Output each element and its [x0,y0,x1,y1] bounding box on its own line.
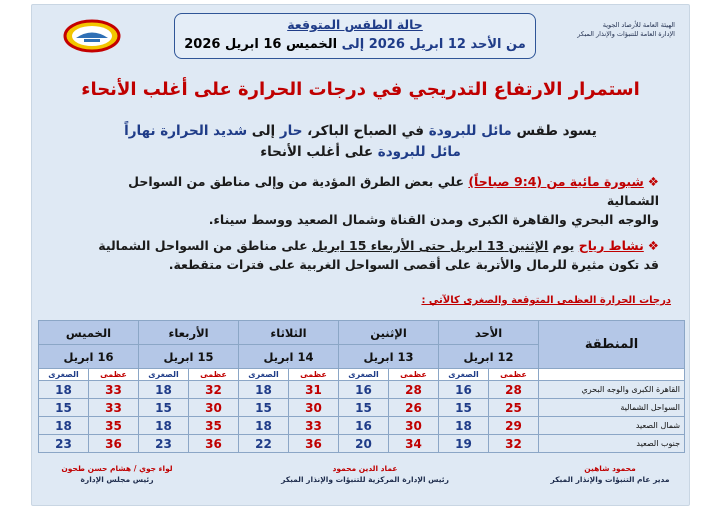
header-dates [175,37,535,52]
max-temp-cell: 29 [489,417,539,435]
signatory-name: لواء جوي / هشام حسن طحون [61,464,173,473]
summary-text: نهاراً [124,123,161,139]
min-temp-cell: 23 [139,435,189,453]
max-temp-cell: 25 [489,399,539,417]
day-date: 16 ابريل [39,345,139,369]
region-header: المنطقة [539,321,685,369]
bullet-marker-icon: ❖ [647,238,659,253]
day-date: 12 ابريل [439,345,539,369]
max-temp-cell: 28 [389,381,439,399]
summary-line-2 [72,142,649,163]
summary-line-1 [72,121,649,142]
min-temp-cell: 20 [339,435,389,453]
table-header-row [39,321,685,345]
signatory-name: عماد الدين محمود [332,464,398,473]
date-separator: إلى [341,37,365,52]
min-temp-cell: 16 [339,417,389,435]
org-line-2: الإدارة العامة للتنبؤات والإنذار المبكر [577,30,675,38]
min-label: الصغرى [39,369,89,381]
min-temp-cell: 18 [139,381,189,399]
signatory-name: محمود شاهين [584,464,636,473]
min-temp-cell: 18 [39,381,89,399]
bullet-label: شبورة مائية من (9:4 صباحاً) [468,174,644,189]
signature-2 [270,463,460,485]
table-row [39,417,685,435]
table-row [39,381,685,399]
summary-text: على أغلب الأنحاء [260,144,378,160]
region-name: السواحل الشمالية [539,399,685,417]
min-temp-cell: 19 [439,435,489,453]
min-temp-cell: 18 [139,417,189,435]
max-temp-cell: 30 [289,399,339,417]
day-date: 13 ابريل [339,345,439,369]
bullet-marker-icon: ❖ [647,174,659,189]
summary-text: في الصباح الباكر، [302,123,429,139]
day-date: 14 ابريل [239,345,339,369]
min-temp-cell: 16 [439,381,489,399]
org-name [525,21,675,39]
bullet-text: على مناطق من السواحل الشمالية [98,238,313,253]
day-name: الأحد [439,321,539,345]
max-temp-cell: 33 [289,417,339,435]
min-temp-cell: 23 [39,435,89,453]
region-name: جنوب الصعيد [539,435,685,453]
bullet-text: علي بعض الطرق المؤدية من وإلى مناطق من السواحل الشمالية [128,174,659,208]
table-subheader-row [39,369,685,381]
min-label: الصغرى [439,369,489,381]
signatory-title: مدير عام التنبؤات والإنذار المبكر [550,475,670,484]
max-temp-cell: 28 [489,381,539,399]
authority-logo [62,19,122,53]
max-temp-cell: 36 [189,435,239,453]
max-temp-cell: 32 [489,435,539,453]
region-name: شمال الصعيد [539,417,685,435]
max-temp-cell: 32 [189,381,239,399]
weather-summary [72,121,649,163]
summary-text: مائل للبرودة [377,144,461,160]
day-name: الخميس [39,321,139,345]
bullet-fog [79,172,659,229]
min-temp-cell: 16 [339,381,389,399]
signatory-title: رئيس الإدارة المركزية للتنبؤات والإنذار المبكر [281,475,449,484]
header-title: حالة الطقس المتوقعة [287,17,423,32]
bullet-label: نشاط رياح [578,238,644,253]
summary-text: مائل للبرودة [428,123,512,139]
region-name: القاهرة الكبرى والوجه البحري [539,381,685,399]
max-temp-cell: 35 [189,417,239,435]
max-temp-cell: 31 [289,381,339,399]
max-label: عظمى [89,369,139,381]
bullet-text: يوم [548,238,579,253]
table-body [39,381,685,453]
min-temp-cell: 18 [39,417,89,435]
bullet-text: الإثنين 13 ابريل حتى الأربعاء 15 ابريل [312,238,549,253]
headline: استمرار الارتفاع التدريجي في درجات الحرارة على أغلب الأنحاء [81,79,640,100]
min-temp-cell: 15 [239,399,289,417]
date-from: من الأحد 12 ابريل 2026 [368,37,526,52]
bullet-text: والوجه البحري والقاهرة الكبرى ومدن القناة وشمال الصعيد ووسط سيناء. [208,212,659,227]
min-temp-cell: 22 [239,435,289,453]
bullet-wind [79,236,659,274]
summary-text: شديد الحرارة [160,123,248,139]
temperature-table [38,320,685,453]
summary-text: إلى [247,123,280,139]
org-line-1: الهيئة العامة للأرصاد الجوية [602,21,675,29]
min-temp-cell: 15 [439,399,489,417]
min-temp-cell: 15 [39,399,89,417]
max-label: عظمى [289,369,339,381]
day-name: الإثنين [339,321,439,345]
max-temp-cell: 33 [89,381,139,399]
summary-text: حار [279,123,303,139]
day-name: الثلاثاء [239,321,339,345]
min-temp-cell: 15 [139,399,189,417]
min-temp-cell: 18 [439,417,489,435]
max-label: عظمى [389,369,439,381]
max-temp-cell: 36 [89,435,139,453]
max-temp-cell: 36 [289,435,339,453]
bullet-text: قد تكون مثيرة للرمال والأتربة على أقصى السواحل الغربية على فترات متقطعة. [168,257,659,272]
summary-text: يسود طقس [511,123,597,139]
day-name: الأربعاء [139,321,239,345]
max-temp-cell: 30 [389,417,439,435]
table-row [39,435,685,453]
max-temp-cell: 35 [89,417,139,435]
signatory-title: رئيس مجلس الإدارة [80,475,154,484]
signature-3 [52,463,182,485]
signature-1 [525,463,695,485]
blank-cell [539,369,685,381]
day-date: 15 ابريل [139,345,239,369]
header-box [174,13,536,59]
max-temp-cell: 34 [389,435,439,453]
min-label: الصغرى [339,369,389,381]
max-temp-cell: 26 [389,399,439,417]
min-label: الصغرى [139,369,189,381]
min-temp-cell: 18 [239,417,289,435]
max-label: عظمى [489,369,539,381]
min-label: الصغرى [239,369,289,381]
min-temp-cell: 15 [339,399,389,417]
max-temp-cell: 33 [89,399,139,417]
min-temp-cell: 18 [239,381,289,399]
table-caption: درجات الحرارة العظمى المتوقعة والصغرى كالآتي : [421,295,671,306]
table-row [39,399,685,417]
max-label: عظمى [189,369,239,381]
date-to: الخميس 16 ابريل 2026 [184,37,338,52]
max-temp-cell: 30 [189,399,239,417]
